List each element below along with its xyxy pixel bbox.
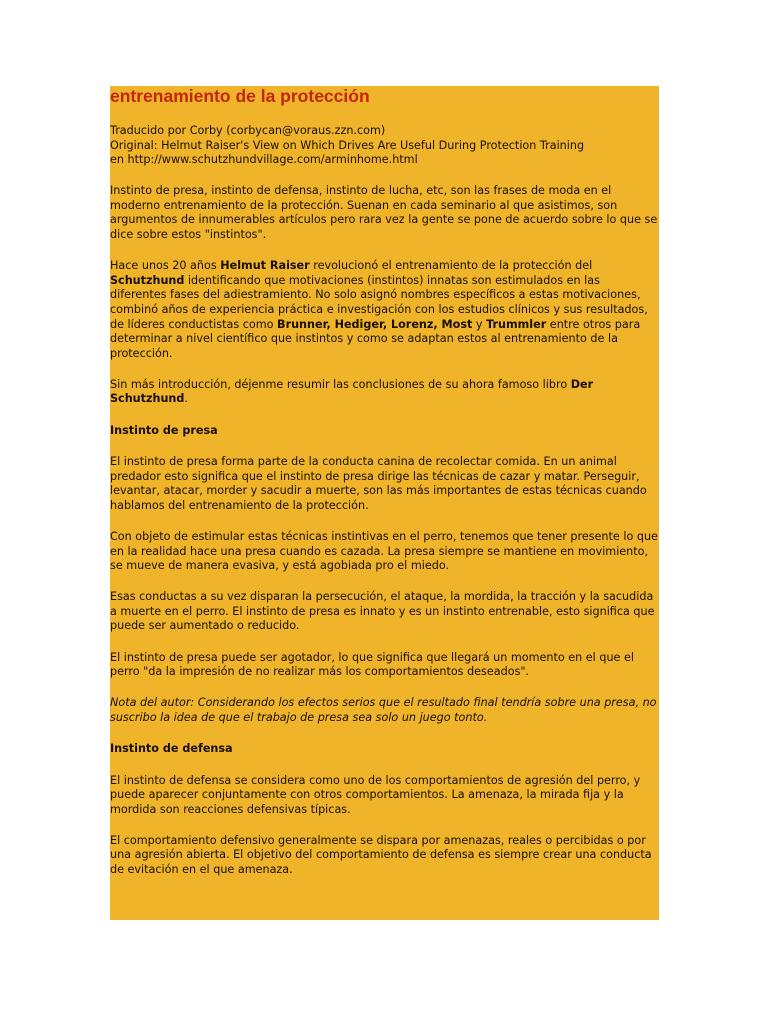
paragraph-2 — [110, 259, 659, 361]
article-body — [110, 124, 659, 894]
paragraph-7: El instinto de presa puede ser agotador, lo que significa que llegará un momento en el que el perro "da la impresión de no realizar más los comportamientos deseados". — [110, 650, 634, 679]
text-span: Hace unos 20 años — [110, 259, 221, 273]
paragraph-5: Con objeto de estimular estas técnicas instintivas en el perro, tenemos que tener presente lo que en la realidad hace una presa cuando es cazada. La presa siempre se mantiene en movimiento, se mueve de manera evasiva, y está agobiada pro el miedo. — [110, 529, 658, 573]
paragraph-8: El instinto de defensa se considera como uno de los comportamientos de agresión del perro, y puede aparecer conjuntamente con otros comportamientos. La amenaza, la mirada fija y la mordida son reacciones defensivas típicas. — [110, 773, 641, 816]
header-block — [110, 124, 659, 168]
text-span: y — [472, 317, 487, 331]
source-link[interactable]: en http://www.schutzhundvillage.com/arminhome.html — [110, 153, 418, 167]
paragraph-4: El instinto de presa forma parte de la conducta canina de recolectar comida. En un animal predador esto significa que el instinto de presa dirige las técnicas de cazar y matar. Perseguir, levantar, atacar, morder y sacudir a muerte, son las más importantes de estas técnicas cuando hablamos del entrenamiento de la protección. — [110, 455, 647, 512]
text-span: entre otros para determinar a nivel científico que instintos y como se adaptan estos al entrenamiento de la protección. — [110, 317, 641, 360]
bold-span: Brunner, Hediger, Lorenz, Most — [277, 317, 473, 331]
paragraph-6: Esas conductas a su vez disparan la persecución, el ataque, la mordida, la tracción y la sacudida a muerte en el perro. El instinto de presa es innato y es un instinto entrenable, esto significa que puede ser aumentado o reducido. — [110, 590, 655, 633]
section-heading-presa: Instinto de presa — [110, 423, 218, 437]
document-panel — [110, 86, 659, 920]
paragraph-1: Instinto de presa, instinto de defensa, instinto de lucha, etc, son las frases de moda en el moderno entrenamiento de la protección. Suenan en cada seminario al que asistimos, son argumentos de innumerables artículos pero rara vez la gente se pone de acuerdo sobre lo que se dice sobre estos "instintos". — [110, 184, 658, 242]
bold-span: Der Schutzhund — [110, 377, 594, 406]
bold-span: Trummler — [486, 317, 547, 331]
paragraph-3 — [110, 378, 659, 407]
bold-span: Helmut Raiser — [220, 259, 310, 273]
page-title: entrenamiento de la protección — [110, 86, 370, 106]
author-note: Nota del autor: Considerando los efectos serios que el resultado final tendría sobre una presa, no suscribo la idea de que el trabajo de presa sea solo un juego tonto. — [110, 696, 657, 724]
paragraph-9: El comportamiento defensivo generalmente se dispara por amenazas, reales o percibidas o por una agresión abierta. El objetivo del comportamiento de defensa es siempre crear una conducta de evitación en el que amenaza. — [110, 833, 652, 876]
text-span: identificando que motivaciones (instintos) innatas son estimulados en las diferentes fases del adiestramiento. No solo asignó nombres específicos a estas motivaciones, combinó años de experiencia práctica e investigación con los estudios clínicos y sus resultados, de líderes conductistas como — [110, 273, 648, 331]
original-line: Original: Helmut Raiser's View on Which Drives Are Useful During Protection Training — [110, 138, 585, 152]
text-span: . — [184, 392, 188, 406]
text-span: revolucionó el entrenamiento de la protección del — [309, 259, 593, 273]
text-span: Sin más introducción, déjenme resumir las conclusiones de su ahora famoso libro — [110, 377, 571, 391]
section-heading-defensa: Instinto de defensa — [110, 741, 233, 755]
translator-line: Traducido por Corby (corbycan@voraus.zzn.com) — [110, 124, 386, 137]
bold-span: Schutzhund — [110, 273, 185, 287]
